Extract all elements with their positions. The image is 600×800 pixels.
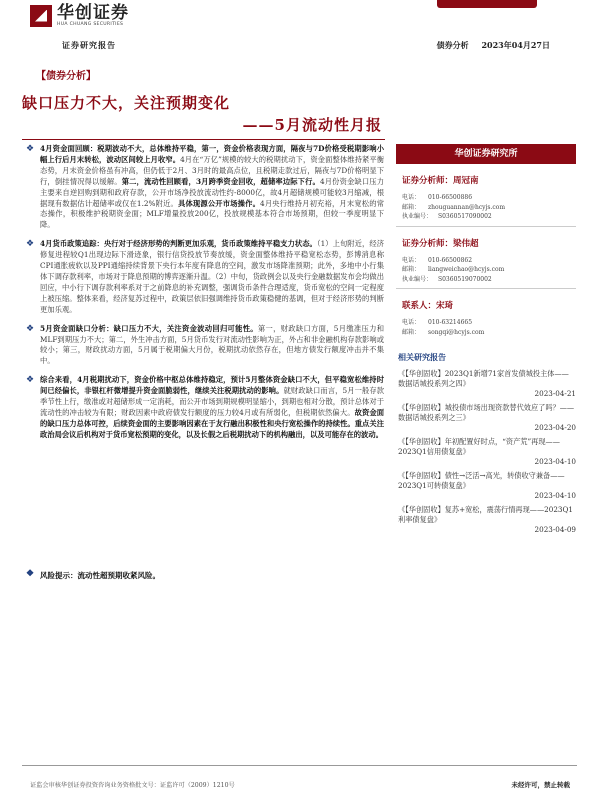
risk-text: 风险提示：流动性超预期收紧风险。 (40, 571, 160, 580)
para-1-text-2: 4月份资金缺口压力主要来自逆回购到期和政府存款，公开市场净投放流动性约-8000亿，故4月超储规模可能较3月缩减，根据现有数据估计超储率或仅在1.2%附近。 (40, 176, 384, 208)
summary-paragraph-1 (24, 144, 384, 231)
analyst-license: 执业编号： S0360517090002 (402, 213, 492, 220)
para-1-text-3: 4月央行维持月初充裕，月末宽松的常态操作，积极维护税期资金面；MLF增量投放200亿，投放规模基本符合市场预期，但较一季度明显下降。 (40, 198, 384, 230)
page-subtitle: ——5月流动性月报 (242, 116, 382, 134)
diamond-bullet-icon: ❖ (26, 569, 35, 579)
diamond-bullet-icon: ❖ (26, 144, 35, 154)
para-1-text: 4月在“万亿”规模的较大的税期扰动下，资金面整体维持紧平衡态势，月末资金价格虽有冲高，但仍低于2月、3月时的最高点位，且税期走款过后，隔夜与7D价格明显下行，倒挂情况得以缓解。 (40, 154, 385, 186)
related-report-date: 2023-04-20 (534, 423, 576, 432)
analyst-phone: 电话： 010-66500862 (402, 256, 473, 264)
diamond-bullet-icon: ❖ (26, 239, 35, 250)
title-divider (22, 139, 385, 140)
para-3-lead: 5月资金面缺口分析：缺口压力不大，关注资金波动回归可能性。 (40, 323, 258, 333)
category-label: 【债券分析】 (36, 71, 96, 82)
analyst-card (396, 174, 576, 227)
related-report-date: 2023-04-09 (534, 525, 576, 534)
para-2-lead: 4月货币政策追踪：央行对于经济形势的判断更加乐观，货币政策维持平稳支力状态。 (40, 239, 317, 249)
footer-copyright: 未经许可，禁止转载 (511, 781, 570, 789)
footer-license: 证监会审核华创证券投资咨询业务资格批文号：证监许可（2009）1210号 (30, 782, 235, 789)
report-date: 2023年04月27日 (481, 40, 550, 50)
related-report-link[interactable]: 《【华创固收】2023Q1新增71家首发债城投主体——数据话城投系列之四》 (398, 369, 569, 388)
doc-type: 债券分析 (436, 40, 469, 50)
para-3-text: 第一，财政缺口方面，5月缴准压力和MLF到期压力不大；第二，外生冲击方面，5月货币发行对流动性影响为正，外占和非金融机构存款影响或较小；第三，财政扰动方面，5月属于税期偏大月份，税期扰动依然存在，但地方债发行额度冲击并不集中。 (40, 323, 384, 366)
divider (396, 288, 576, 289)
contact-name: 联系人：宋琦 (402, 301, 454, 311)
summary-paragraph-2 (24, 239, 384, 315)
related-reports-list (396, 369, 576, 535)
para-1-lead-3: 具体现源公开市场操作。 (178, 198, 261, 208)
related-report-date: 2023-04-10 (534, 457, 576, 466)
related-reports-title: 相关研究报告 (398, 352, 446, 362)
related-report-link[interactable]: 《【华创固收】债性→泛活→高光，转债收守兼备——2023Q1可转债复盘》 (398, 471, 565, 490)
para-4-text: 就财政缺口而言，5月一般存款季节性上行，缴准或对超储形成一定消耗，而公开市场到期规模明显缩小，到期也相对分散，预计总体对于流动性的冲击较为有限；财政因素中政府债发行额度的压力较4月或有所弱化，但税期依然偏大。 (40, 386, 384, 417)
contact-card (396, 299, 576, 337)
related-report-date: 2023-04-10 (534, 491, 576, 500)
analyst-card (396, 237, 576, 290)
para-2-text: （1）上旬附近，经济修复进程较Q1出现边际下滑迹象，银行信贷投放节奏放缓，资金面整体维持平稳宽松态势，彭博消息称CPI通胀疲软以及PPI通缩持续背景下央行本年度有降息的空间，激发市场降准预期；此外，多地中小行集体下调存款利率，市场对于降息预期的博弈逐渐升温。（2）中旬，货政例会以及央行金融数据发布会均做出回应，中小行下调存款利率系对于之前降息的补充调整，强调货币条件合理适度，货币宽松的空间一定程度上被压缩。整体来看，经济复苏过程中，政策层依旧强调维持货币政策稳健的基调，但对于经济形势的判断更加乐观。 (40, 239, 384, 314)
summary-paragraph-3 (24, 324, 384, 368)
analyst-name: 证券分析师：周冠南 (402, 176, 479, 186)
divider (396, 226, 576, 227)
summary-body (24, 144, 384, 449)
sidebar (396, 144, 576, 539)
para-4-lead: 综合来看，4月税期扰动下，资金价格中枢总体维持稳定，预计5月整体资金缺口不大，但平稳宽松维持时间已经偏长，非银杠杆微增提升资金面脆弱性，继续关注税期扰动的影响。 (40, 375, 384, 396)
related-report-date: 2023-04-21 (534, 389, 576, 398)
research-team-header: 华创证券研究所 (396, 144, 576, 164)
top-tab (437, 0, 537, 8)
logo-mark-icon (30, 5, 52, 27)
para-1-lead: 4月资金面回顾：税期波动不大，总体维持平稳，第一，资金价格表现方面，隔夜与7D价格受税期影响小幅上行后月末转松，波动区间较上月收窄。 (40, 144, 384, 164)
analyst-email[interactable]: 邮箱： zhouguannan@hcyjs.com (402, 203, 506, 211)
analyst-name: 证券分析师：梁伟超 (402, 238, 479, 249)
para-4-lead-2: 故资金面的缺口压力总体可控，后续资金面的主要影响因素在于友行融出积极性和央行宽松操作的持续性。重点关注政治局会议后机构对于货币宽松预期的变化，以及长假之后税期扰动下的机构融出，以及可能存在的波动。 (40, 407, 385, 439)
para-1-lead-2: 第二，流动性回顾看，3月跨季资金回收，超储率边际下行。 (121, 176, 320, 186)
summary-paragraph-4 (24, 375, 384, 440)
diamond-bullet-icon: ❖ (26, 375, 35, 386)
related-report-link[interactable]: 《【华创固收】城投债市场出现资款替代效应了吗？——数据话城投系列之三》 (398, 403, 575, 422)
brand-logo (30, 4, 129, 27)
page-title: 缺口压力不大，关注预期变化 (22, 94, 231, 112)
contact-email[interactable]: 邮箱： songqi@hcyjs.com (402, 328, 485, 336)
brand-name-cn: 华创证券 (57, 3, 129, 23)
diamond-bullet-icon: ❖ (26, 323, 35, 334)
related-report-link[interactable]: 《【华创固收】复苏+宽松，震荡行情再现——2023Q1利率债复盘》 (398, 505, 573, 524)
footer-divider (22, 765, 577, 766)
analyst-email[interactable]: 邮箱： liangweichao@hcyjs.com (402, 266, 505, 273)
related-report-link[interactable]: 《【华创固收】年初配置好时点，“资产荒”再现——2023Q1信用债复盘》 (398, 437, 560, 456)
risk-warning (24, 570, 384, 581)
analyst-phone: 电话： 010-66500886 (402, 194, 473, 201)
contact-phone: 电话： 010-63214665 (402, 319, 473, 326)
brand-name-en: HUA CHUANG SECURITIES (57, 22, 124, 27)
report-type: 证券研究报告 (62, 40, 116, 50)
header-meta (427, 40, 550, 51)
analyst-license: 执业编号： S0360519070002 (402, 275, 492, 283)
